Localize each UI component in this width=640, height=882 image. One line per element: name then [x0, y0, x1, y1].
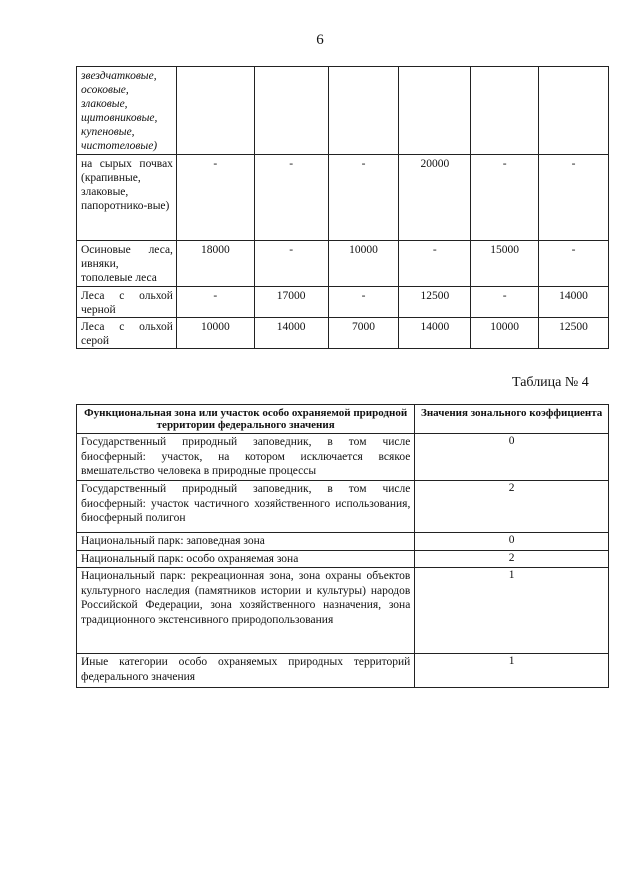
- row-label: Национальный парк: рекреационная зона, зона охраны объектов культурного наследия (памятников истории и культуры) народов Российской Федерации, зона хозяйственного назначения, зона традиционного экстенсивного природопользования: [77, 568, 415, 654]
- cell: [471, 67, 539, 155]
- zonal-coefficient-table: [76, 404, 609, 688]
- table-row: [77, 67, 609, 155]
- table-header-row: [77, 405, 609, 434]
- cell: 15000: [471, 241, 539, 287]
- page-number: 6: [316, 32, 324, 48]
- table-row: [77, 155, 609, 241]
- table-row: [77, 241, 609, 287]
- cell: 17000: [254, 287, 328, 318]
- cell: -: [176, 287, 254, 318]
- cell: 20000: [399, 155, 471, 241]
- table-row: [77, 287, 609, 318]
- cell: 14000: [539, 287, 609, 318]
- cell: -: [254, 241, 328, 287]
- cell: [176, 67, 254, 155]
- cell: [539, 67, 609, 155]
- row-value: 1: [415, 654, 609, 688]
- table-caption: Таблица № 4: [512, 375, 589, 390]
- cell: -: [328, 287, 399, 318]
- table-row: [77, 318, 609, 349]
- row-label: Осиновые леса, ивняки, тополевые леса: [77, 241, 177, 287]
- cell: -: [328, 155, 399, 241]
- row-label: Леса с ольхой серой: [77, 318, 177, 349]
- cell: 14000: [399, 318, 471, 349]
- cell: 10000: [328, 241, 399, 287]
- cell: 7000: [328, 318, 399, 349]
- row-value: 0: [415, 434, 609, 481]
- forest-values-table: [76, 66, 609, 349]
- table-row: [77, 654, 609, 688]
- cell: -: [471, 155, 539, 241]
- cell: -: [176, 155, 254, 241]
- cell: -: [399, 241, 471, 287]
- cell: -: [539, 241, 609, 287]
- cell: [399, 67, 471, 155]
- cell: [254, 67, 328, 155]
- cell: -: [254, 155, 328, 241]
- cell: -: [471, 287, 539, 318]
- row-label: Национальный парк: заповедная зона: [77, 533, 415, 551]
- row-value: 2: [415, 481, 609, 533]
- row-value: 2: [415, 550, 609, 568]
- cell: 10000: [176, 318, 254, 349]
- row-label: на сырых почвах (крапивные, злаковые, папоротнико-вые): [77, 155, 177, 241]
- cell: 12500: [539, 318, 609, 349]
- row-label: Леса с ольхой черной: [77, 287, 177, 318]
- table-row: [77, 481, 609, 533]
- cell: 10000: [471, 318, 539, 349]
- table-row: [77, 568, 609, 654]
- cell: 18000: [176, 241, 254, 287]
- table-row: [77, 533, 609, 551]
- cell: 14000: [254, 318, 328, 349]
- column-header-zone: Функциональная зона или участок особо охраняемой природной территории федерального значения: [77, 405, 415, 434]
- row-label: Национальный парк: особо охраняемая зона: [77, 550, 415, 568]
- column-header-coefficient: Значения зонального коэффициента: [415, 405, 609, 434]
- cell: 12500: [399, 287, 471, 318]
- table-row: [77, 550, 609, 568]
- cell: -: [539, 155, 609, 241]
- cell: [328, 67, 399, 155]
- row-value: 1: [415, 568, 609, 654]
- row-label: Государственный природный заповедник, в том числе биосферный: участок, на котором исключается всякое вмешательство человека в природные процессы: [77, 434, 415, 481]
- row-label: Иные категории особо охраняемых природных территорий федерального значения: [77, 654, 415, 688]
- row-label: Государственный природный заповедник, в том числе биосферный: участок частичного хозяйственного использования, биосферный полигон: [77, 481, 415, 533]
- row-label: звездчатковые, осоковые, злаковые, щитовниковые, купеновые, чистотеловые): [77, 67, 177, 155]
- table-row: [77, 434, 609, 481]
- row-value: 0: [415, 533, 609, 551]
